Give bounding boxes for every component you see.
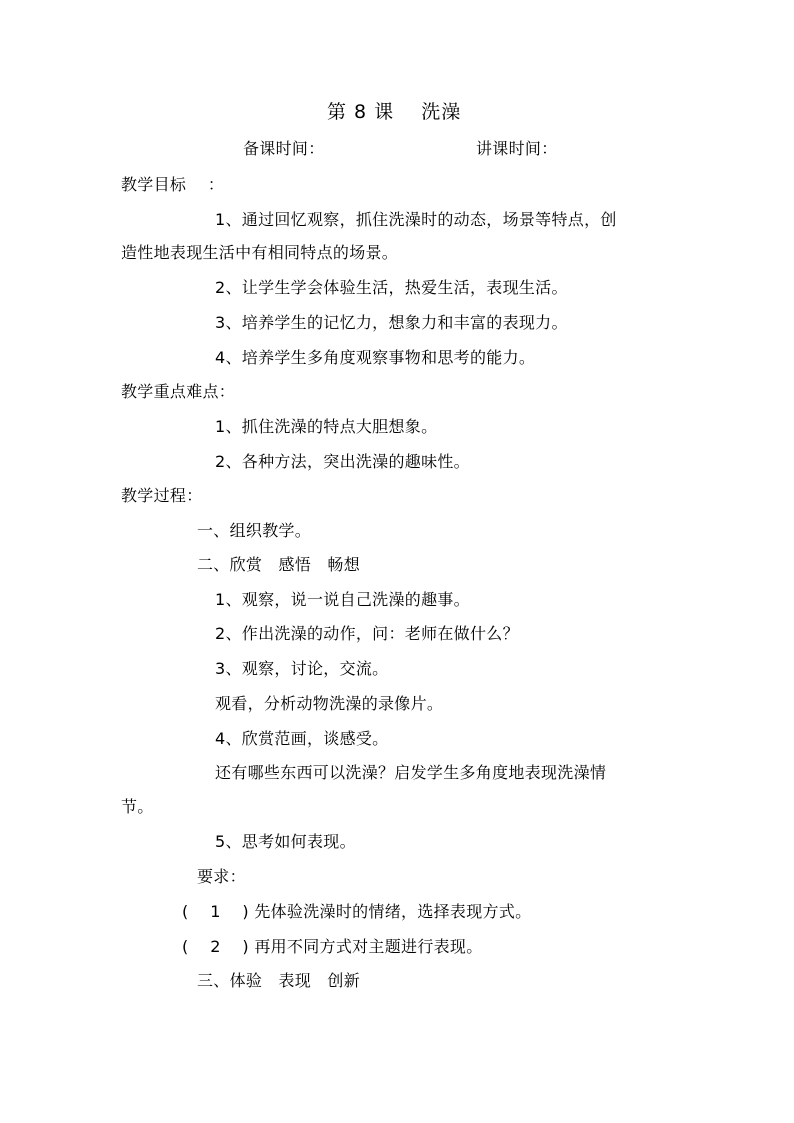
- objective-item-1-line-2: 造性地表现生活中有相同特点的场景。: [121, 243, 399, 262]
- requirements-label: 要求：: [197, 867, 246, 886]
- requirement-1: ( 1 ) 先体验洗澡时的情绪，选择表现方式。: [182, 902, 532, 921]
- objective-item-4: 4、培养学生多角度观察事物和思考的能力。: [215, 348, 536, 367]
- key-points-heading: 教学重点难点：: [121, 382, 236, 401]
- process-step-2-item-4-note-line-2: 节。: [121, 797, 154, 816]
- lesson-title: 第 8 课 洗澡: [327, 101, 462, 123]
- process-step-2-item-3-note: 观看，分析动物洗澡的录像片。: [215, 694, 444, 713]
- process-step-2-item-4: 4、欣赏范画，谈感受。: [215, 729, 389, 748]
- process-step-1: 一、组织教学。: [197, 521, 312, 540]
- process-step-2-item-4-note-line-1: 还有哪些东西可以洗澡？启发学生多角度地表现洗澡情: [215, 763, 607, 782]
- process-step-2-item-2: 2、作出洗澡的动作，问：老师在做什么？: [215, 624, 519, 643]
- process-heading: 教学过程：: [121, 486, 203, 505]
- objective-item-3: 3、培养学生的记忆力，想象力和丰富的表现力。: [215, 313, 568, 332]
- process-step-2-item-3: 3、观察，讨论，交流。: [215, 659, 389, 678]
- objective-item-2: 2、让学生学会体验生活，热爱生活，表现生活。: [215, 278, 568, 297]
- process-step-2-item-1: 1、观察，说一说自己洗澡的趣事。: [215, 590, 470, 609]
- process-step-2-item-5: 5、思考如何表现。: [215, 832, 356, 851]
- requirement-2: ( 2 ) 再用不同方式对主题进行表现。: [182, 937, 483, 956]
- lecture-time-label: 讲课时间：: [476, 139, 558, 158]
- key-point-item-2: 2、各种方法，突出洗澡的趣味性。: [215, 452, 470, 471]
- key-point-item-1: 1、抓住洗澡的特点大胆想象。: [215, 417, 438, 436]
- process-step-2: 二、欣赏 感悟 畅想: [197, 555, 361, 574]
- prep-time-label: 备课时间：: [243, 139, 325, 158]
- objectives-heading: 教学目标 ：: [121, 175, 225, 194]
- process-step-3: 三、体验 表现 创新: [197, 971, 361, 990]
- objective-item-1-line-1: 1、通过回忆观察，抓住洗澡时的动态，场景等特点，创: [215, 210, 617, 229]
